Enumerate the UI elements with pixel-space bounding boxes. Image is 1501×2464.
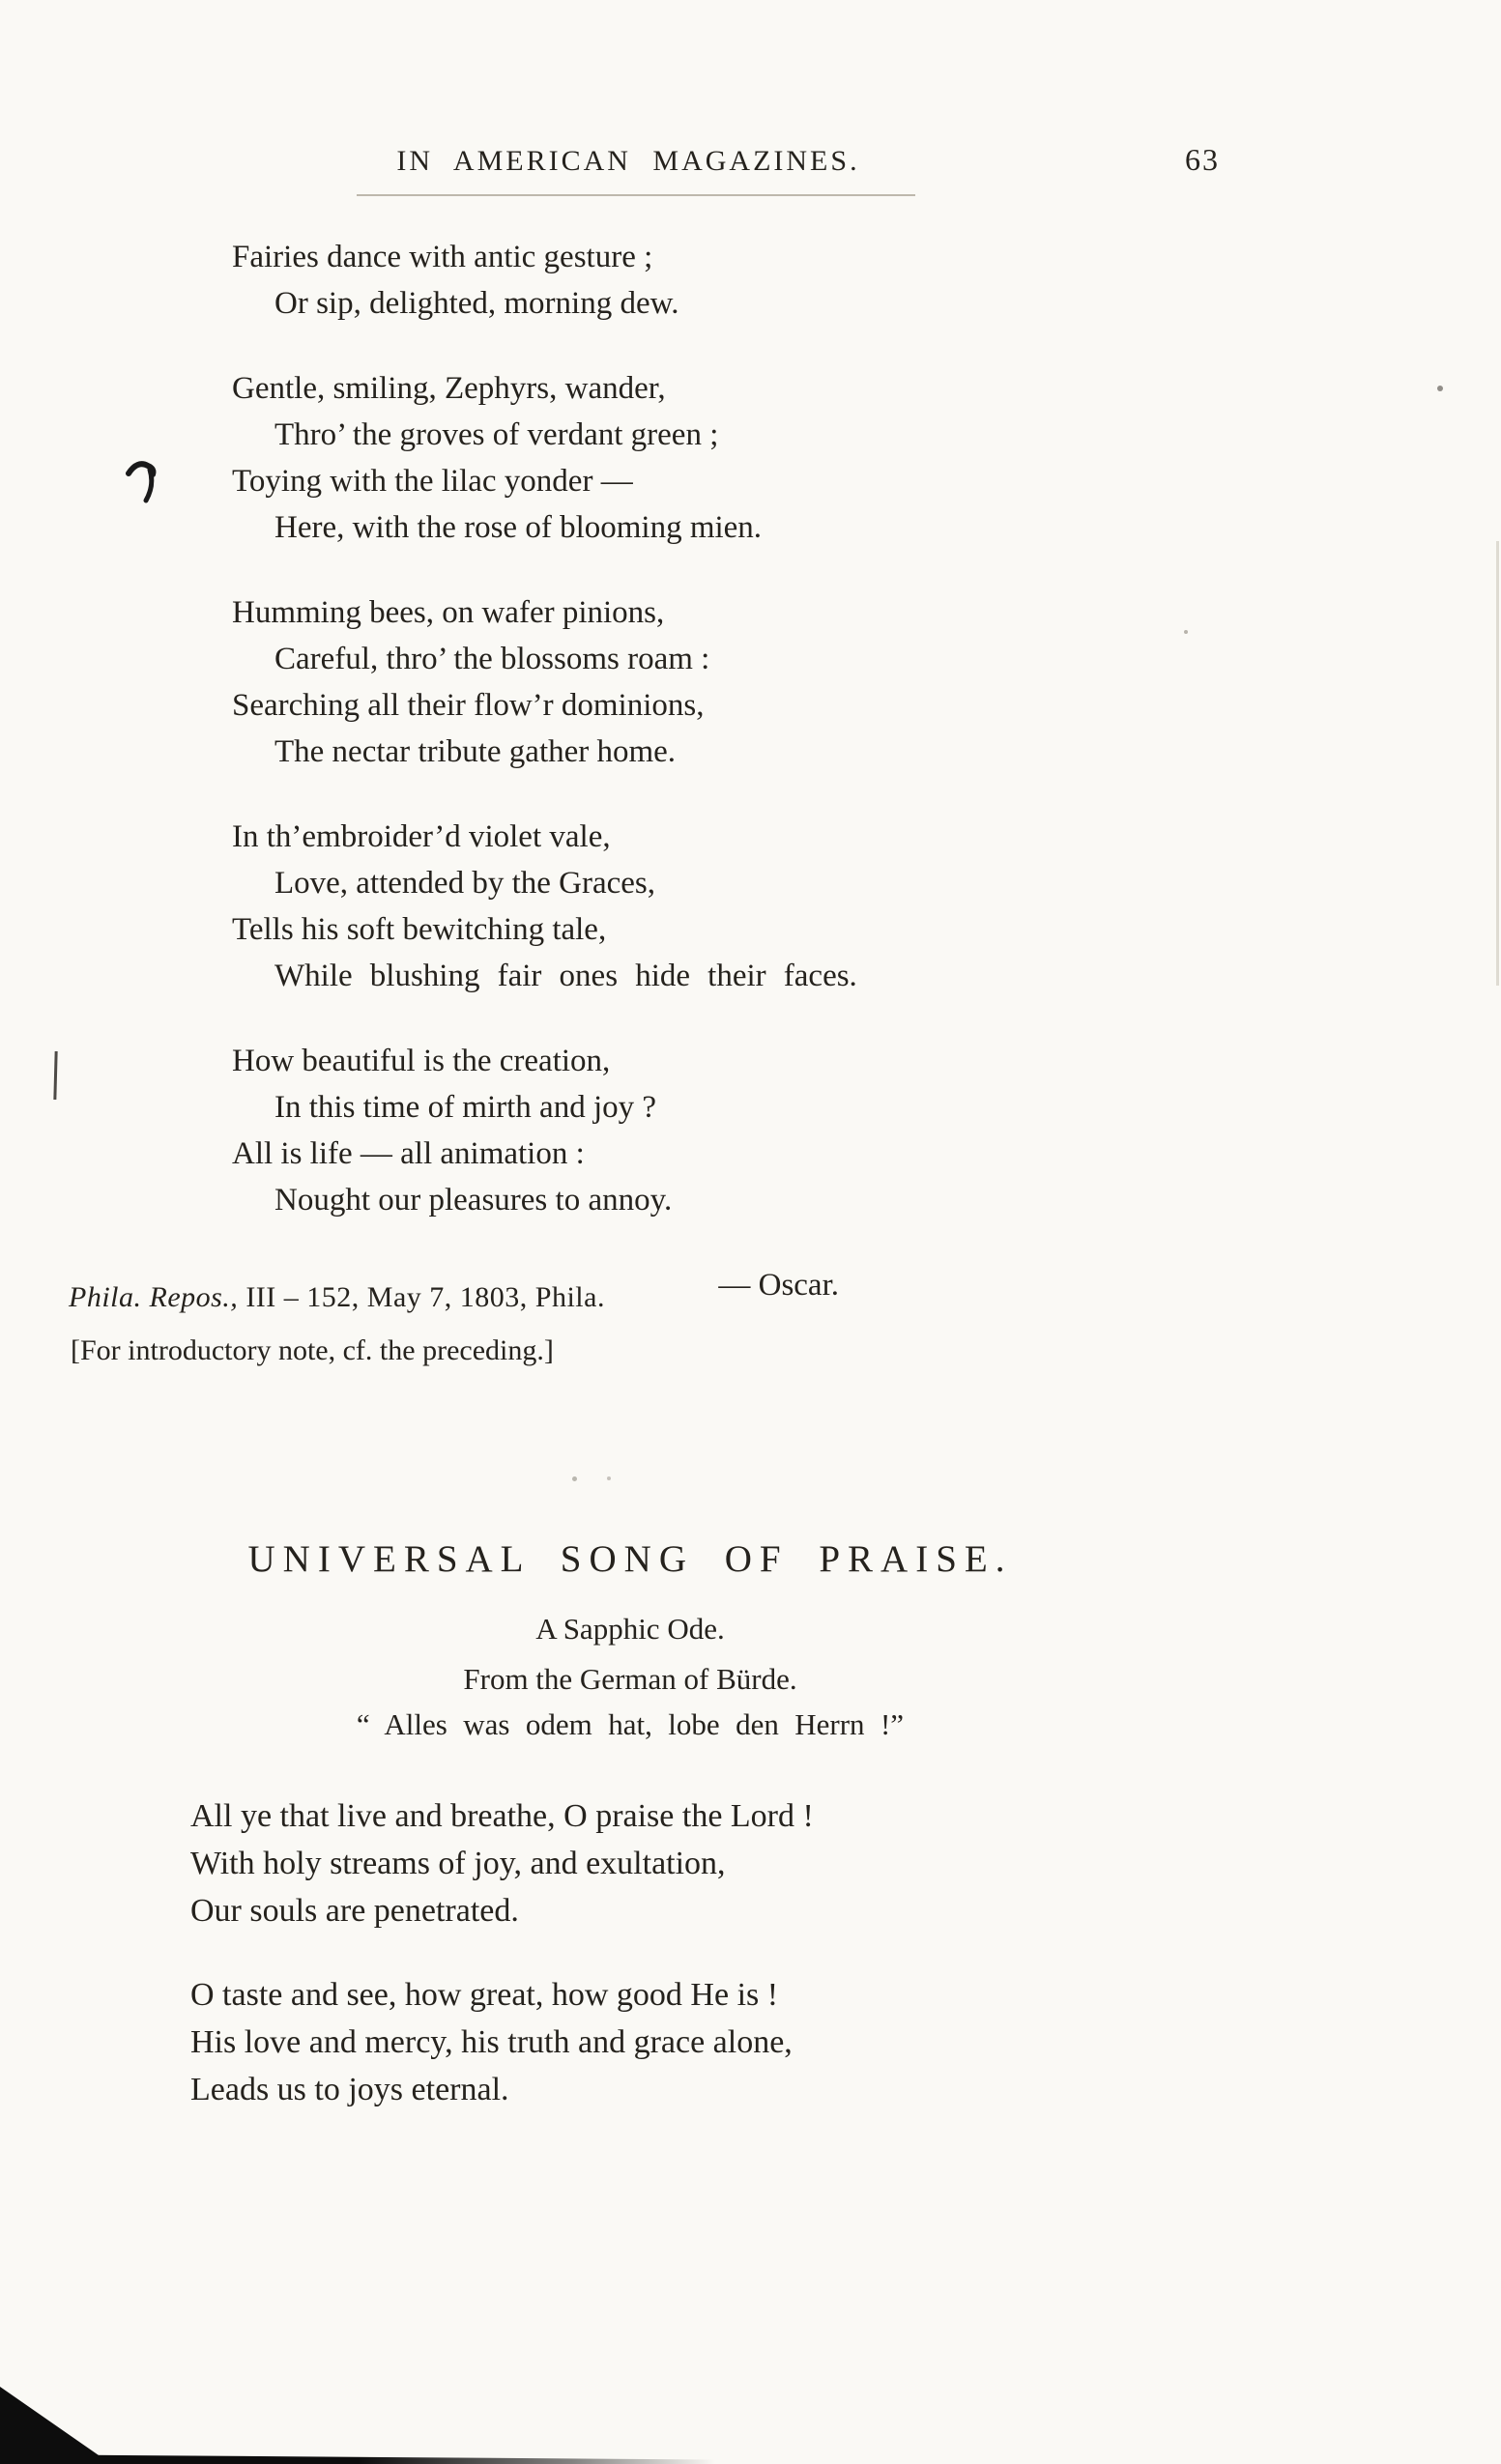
poem-title: UNIVERSAL SONG OF PRAISE. xyxy=(247,1538,1013,1580)
margin-pen-stroke xyxy=(53,1051,57,1100)
running-head: IN AMERICAN MAGAZINES. xyxy=(396,145,860,177)
poem-line: Or sip, delighted, morning dew. xyxy=(274,286,679,321)
poem-line: Fairies dance with antic gesture ; xyxy=(232,240,653,274)
scan-artifact-corner xyxy=(0,2387,111,2464)
poem-line: The nectar tribute gather home. xyxy=(274,734,677,769)
citation-details: III – 152, May 7, 1803, Phila. xyxy=(238,1281,605,1313)
poem-line: Humming bees, on wafer pinions, xyxy=(232,595,665,630)
poem-line: Love, attended by the Graces, xyxy=(274,866,656,901)
editor-note: [For introductory note, cf. the preceding.] xyxy=(71,1334,554,1366)
scan-speck xyxy=(1184,630,1188,634)
poem-line: With holy streams of joy, and exultation, xyxy=(190,1846,726,1881)
stanza xyxy=(190,1971,1070,2113)
poem-line: Nought our pleasures to annoy. xyxy=(274,1183,673,1218)
poem-line: All is life — all animation : xyxy=(232,1136,585,1171)
poem-origin: From the German of Bürde. xyxy=(463,1662,797,1696)
poem-line: Careful, thro’ the blossoms roam : xyxy=(274,642,710,676)
stanza xyxy=(232,814,1140,999)
poem-line: Here, with the rose of blooming mien. xyxy=(274,510,763,545)
scan-speck xyxy=(607,1476,611,1480)
stanza xyxy=(232,1038,1140,1223)
poem-line: Toying with the lilac yonder — xyxy=(232,464,633,499)
stanza xyxy=(190,1792,1070,1934)
running-head-rule xyxy=(357,194,915,196)
poem-epigraph: “ Alles was odem hat, lobe den Herrn !” xyxy=(356,1707,905,1741)
source-citation xyxy=(69,1281,605,1314)
poem-line: His love and mercy, his truth and grace alone, xyxy=(190,2024,793,2060)
poem-line: Leads us to joys eternal. xyxy=(190,2072,509,2107)
poem-line: Thro’ the groves of verdant green ; xyxy=(274,417,719,452)
scan-artifact-bottom-edge xyxy=(0,2454,715,2464)
page-number: 63 xyxy=(1185,142,1220,177)
scan-speck xyxy=(1437,386,1443,391)
stanza xyxy=(232,589,1140,775)
poem-line: O taste and see, how great, how good He is ! xyxy=(190,1977,779,2013)
ink-mark xyxy=(126,458,164,504)
poem-line: Tells his soft bewitching tale, xyxy=(232,912,607,947)
poem-line: How beautiful is the creation, xyxy=(232,1044,611,1078)
poem-subtitle: A Sapphic Ode. xyxy=(535,1612,725,1646)
poem-line: Gentle, smiling, Zephyrs, wander, xyxy=(232,371,666,406)
stanza xyxy=(232,365,1140,551)
poem-line: All ye that live and breathe, O praise the Lord ! xyxy=(190,1798,814,1834)
poem-universal-song-of-praise xyxy=(190,1534,1070,2150)
poem-line: While blushing fair ones hide their faces. xyxy=(274,959,857,993)
poem-line: In this time of mirth and joy ? xyxy=(274,1090,657,1125)
poem-line: In th’embroider’d violet vale, xyxy=(232,819,611,854)
poem-continuation xyxy=(232,234,1140,1308)
poem-line: Searching all their flow’r dominions, xyxy=(232,688,705,723)
poem-line: Our souls are penetrated. xyxy=(190,1893,519,1929)
citation-source-title: Phila. Repos., xyxy=(69,1281,239,1313)
stanza xyxy=(232,234,1140,327)
scan-edge-line xyxy=(1496,541,1499,986)
scan-speck xyxy=(572,1476,577,1481)
poem-attribution: — Oscar. xyxy=(718,1268,839,1303)
